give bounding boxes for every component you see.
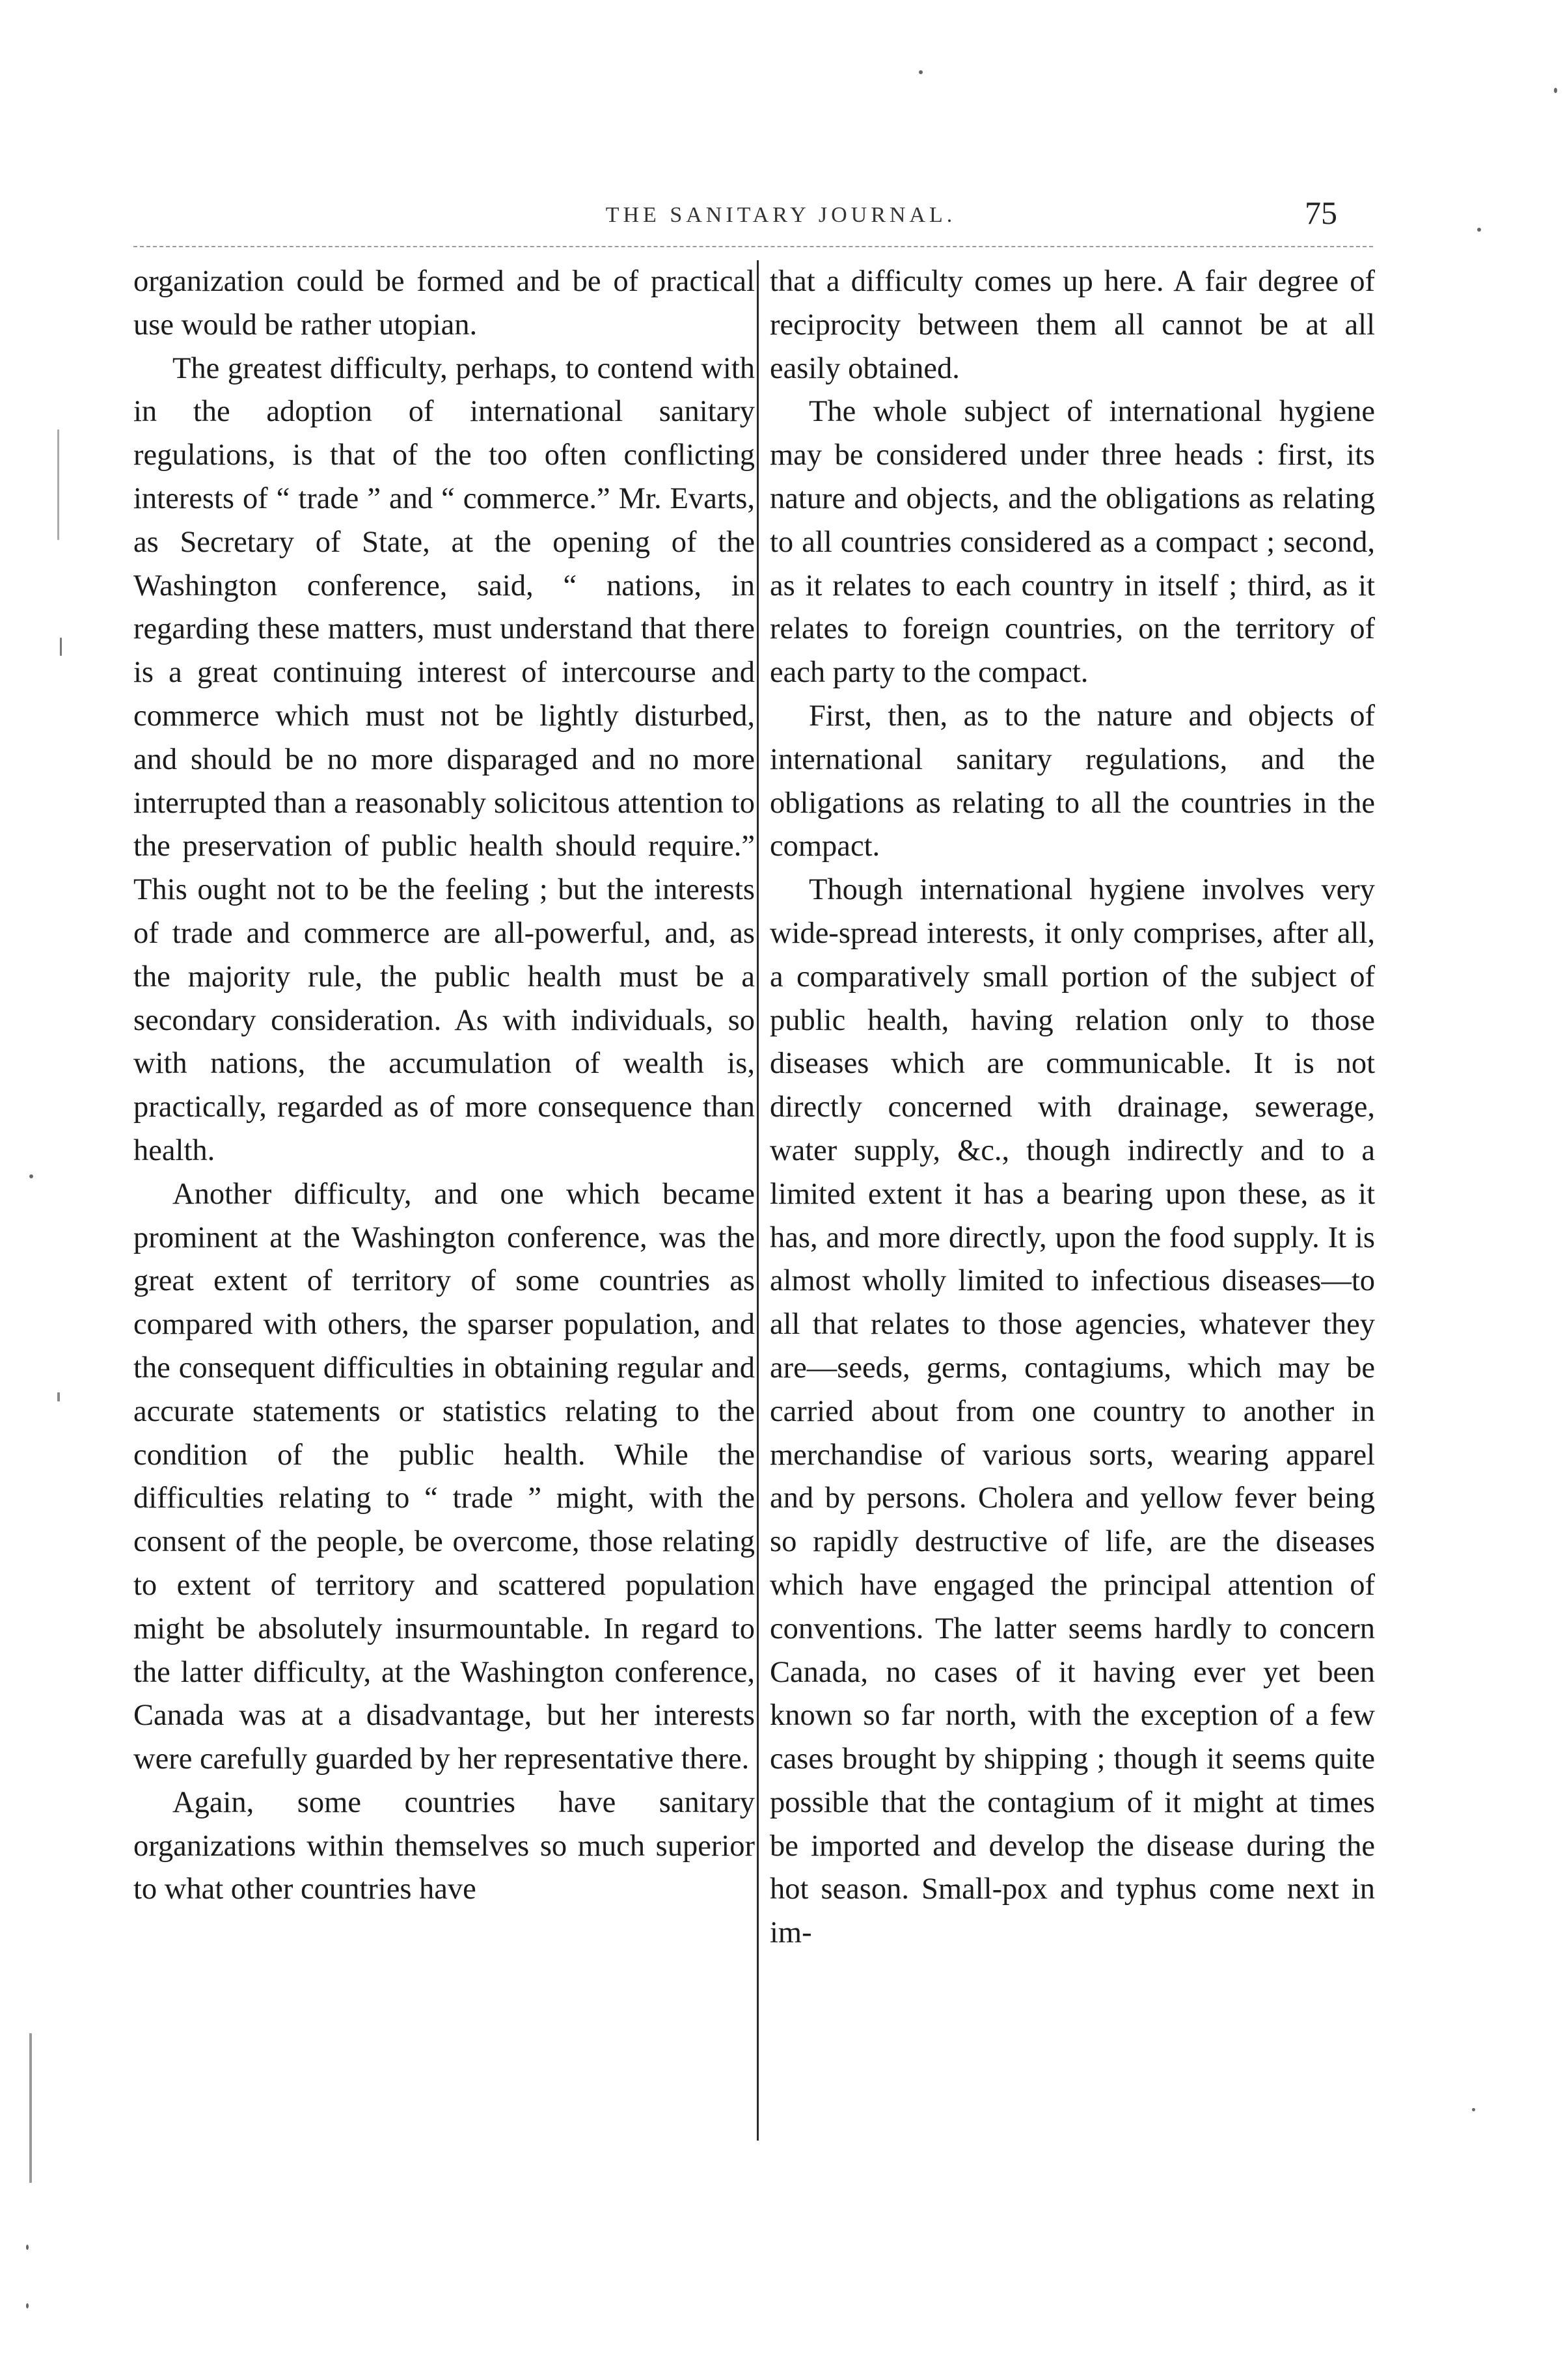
page-number: 75 — [1305, 195, 1337, 231]
paragraph: First, then, as to the nature and objects of international sanitary regulations, and the obligations as relating to all the countries in the compact. — [770, 699, 1375, 863]
scan-speck — [60, 638, 62, 656]
scan-speck — [29, 1174, 33, 1178]
paragraph: The greatest difficulty, perhaps, to contend with in the adoption of international sanitary regulations, is that of the too often conflicting interests of “ trade ” and “ commerce.” Mr. Evarts, as Secretary of State, at the opening of the Washington conference, said, “ nations, in regarding these matters, must understand that there is a great continuing interest of intercourse and commerce which must not be lightly disturbed, and should be no more disparaged and no more interrupted than a reasonably solicitous attention to the preservation of public health should require.” This ought not to be the feeling ; but the interests of trade and commerce are all-powerful, and, as the majority rule, the public health must be a secondary consideration. As with individuals, so with nations, the accumulation of wealth is, practically, regarded as of more consequence than health. — [133, 351, 755, 1167]
paragraph: that a difficulty comes up here. A fair degree of reciprocity between them all cannot be at all easily obtained. — [770, 265, 1375, 385]
paragraph: Though international hygiene involves very wide-spread interests, it only comprises, after all, a comparatively small portion of the subject of public health, having relation only to those diseases which are communicable. It is not directly concerned with drainage, sewerage, water supply, &c., though indirectly and to a limited extent it has a bearing upon these, as it has, and more directly, upon the food supply. It is almost wholly limited to infectious diseases—to all that relates to those agencies, whatever they are—seeds, germs, contagiums, which may be carried about from one country to another in merchandise of various sorts, wearing apparel and by persons. Cholera and yellow fever being so rapidly destructive of life, are the diseases which have engaged the principal attention of conventions. The latter seems hardly to concern Canada, no cases of it having ever yet been known so far north, with the exception of a few cases brought by shipping ; though it seems quite possible that the contagium of it might at times be imported and develop the disease during the hot season. Small-pox and typhus come next in im- — [770, 873, 1375, 1950]
header-rule — [133, 246, 1373, 247]
paragraph: Another difficulty, and one which became prominent at the Washington conference, was the great extent of territory of some countries as compared with others, the sparser population, and the consequent difficulties in obtaining regular and accurate statements or statistics relating to the condition of the public health. While the difficulties relating to “ trade ” might, with the consent of the people, be overcome, those relating to extent of territory and scattered population might be absolutely insurmountable. In regard to the latter difficulty, at the Washington conference, Canada was at a disadvantage, but her interests were carefully guarded by her representative there. — [133, 1177, 755, 1776]
scan-speck — [1554, 88, 1557, 93]
paragraph: The whole subject of international hygiene may be considered under three heads : first, its nature and objects, and the obligations as relating to all countries considered as a compact ; second, as it relates to each country in itself ; third, as it relates to foreign countries, on the territory of each party to the compact. — [770, 395, 1375, 690]
paragraph: organization could be formed and be of practical use would be rather utopian. — [133, 265, 755, 342]
scan-speck — [1477, 228, 1481, 232]
page-header — [0, 195, 1565, 249]
scan-speck — [29, 2033, 32, 2183]
running-title: THE SANITARY JOURNAL. — [605, 203, 957, 227]
right-column — [770, 260, 1375, 1955]
scan-speck — [26, 2245, 29, 2250]
column-divider — [757, 260, 759, 2141]
scan-speck — [57, 1392, 60, 1401]
scan-speck — [57, 429, 59, 540]
paragraph: Again, some countries have sanitary organizations within themselves so much superior to what other countries have — [133, 1785, 755, 1906]
scan-speck — [1472, 2108, 1475, 2111]
scan-speck — [919, 70, 923, 74]
left-column — [133, 260, 755, 1912]
scan-speck — [26, 2303, 29, 2308]
